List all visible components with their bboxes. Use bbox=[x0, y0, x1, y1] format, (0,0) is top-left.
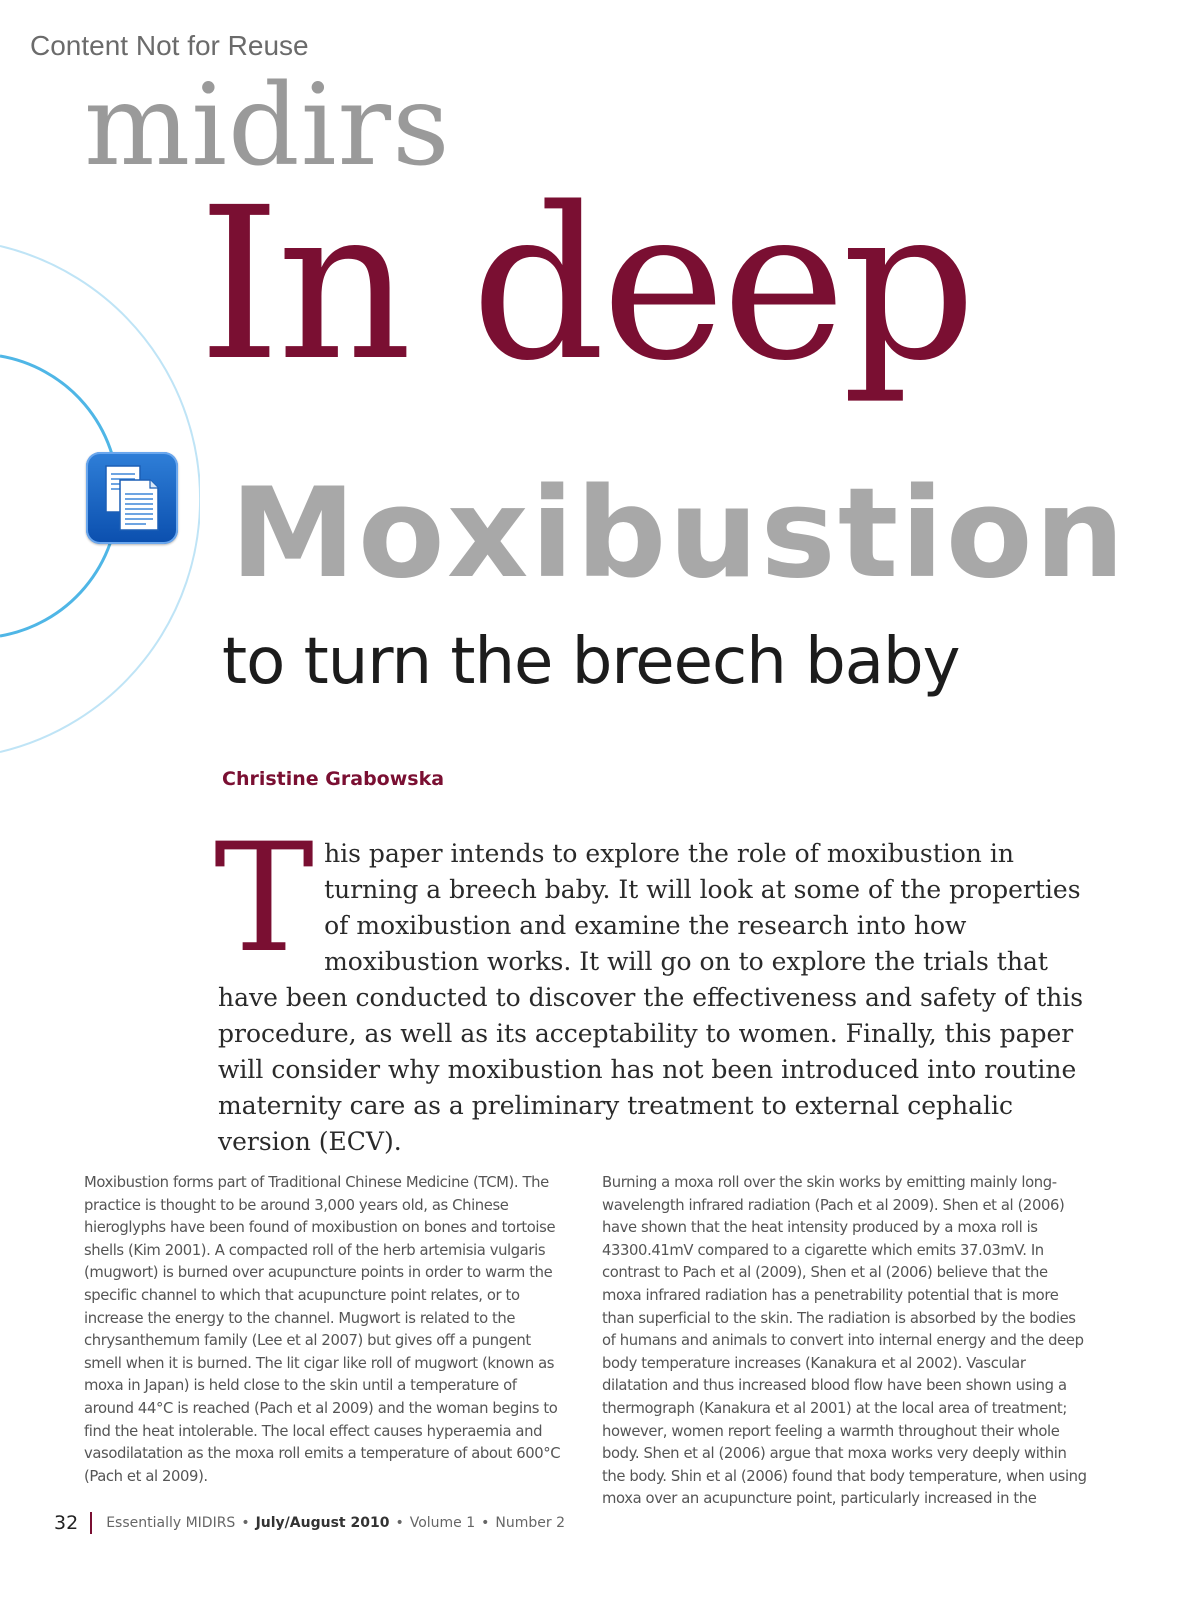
issue-date: July/August 2010 bbox=[255, 1515, 390, 1531]
page-subtitle: to turn the breech baby bbox=[222, 625, 960, 699]
topic-title: Moxibustion bbox=[230, 462, 1127, 606]
bullet-separator: • bbox=[241, 1515, 250, 1531]
bullet-separator: • bbox=[481, 1515, 490, 1531]
footer-divider bbox=[90, 1512, 92, 1534]
copy-documents-button[interactable] bbox=[86, 452, 178, 544]
bullet-separator: • bbox=[395, 1515, 404, 1531]
publication-name: Essentially MIDIRS bbox=[106, 1515, 236, 1531]
page-number: 32 bbox=[54, 1512, 79, 1534]
watermark-text: Content Not for Reuse bbox=[30, 30, 309, 61]
volume-label: Volume 1 bbox=[409, 1515, 476, 1531]
abstract-text: his paper intends to explore the role of moxibustion in turning a breech baby. It will look at some of the properties of moxibustion and examine the research into how moxibustion works. It will go on to explore the trials that have been conducted to discover the effectiveness and safety of this procedure, as well as its acceptability to women. Finally, this paper will consider why moxibustion has not been introduced into routine maternity care as a preliminary treatment to external cephalic version (ECV). bbox=[218, 839, 1084, 1156]
author-name: Christine Grabowska bbox=[222, 768, 445, 790]
body-column-right: Burning a moxa roll over the skin works by emitting mainly long-wavelength infrared radiation (Pach et al 2009). Shen et al (2006) have shown that the heat intensity produced by a moxa roll is 43300.41mV compared to a cigarette which emits 37.03mV. In contrast to Pach et al (2009), Shen et al (2006) believe that the moxa infrared radiation has a penetrability potential that is more than superficial to the skin. The radiation is absorbed by the bodies of humans and animals to convert into internal energy and the deep body temperature increases (Kanakura et al 2002). Vascular dilatation and thus increased blood flow have been shown using a thermograph (Kanakura et al 2001) at the local area of treatment; however, women report feeling a warmth throughout their whole body. Shen et al (2006) argue that moxa works very deeply within the body. Shin et al (2006) found that body temperature, when using moxa over an acupuncture point, particularly increased in the bbox=[602, 1174, 1087, 1508]
brand-logo-text: midirs bbox=[84, 61, 451, 191]
copy-documents-icon bbox=[86, 452, 178, 544]
page-footer bbox=[54, 1512, 565, 1534]
body-column-left: Moxibustion forms part of Traditional Chinese Medicine (TCM). The practice is thought to be around 3,000 years old, as Chinese hieroglyphs have been found of moxibustion on bones and tortoise shells (Kim 2001). A compacted roll of the herb artemisia vulgaris (mugwort) is burned over acupuncture points in order to warm the specific channel to which that acupuncture point relates, or to increase the energy to the channel. Mugwort is related to the chrysanthemum family (Lee et al 2007) but gives off a pungent smell when it is burned. The lit cigar like roll of mugwort (known as moxa in Japan) is held close to the skin until a temperature of around 44°C is reached (Pach et al 2009) and the woman begins to find the heat intolerable. The local effect causes hyperaemia and vasodilatation as the moxa roll emits a temperature of about 600°C (Pach et al 2009). bbox=[84, 1174, 561, 1485]
page-title: In deep bbox=[198, 162, 973, 407]
abstract-paragraph bbox=[214, 812, 1098, 1160]
drop-cap: T bbox=[214, 812, 315, 986]
number-label: Number 2 bbox=[495, 1515, 566, 1531]
